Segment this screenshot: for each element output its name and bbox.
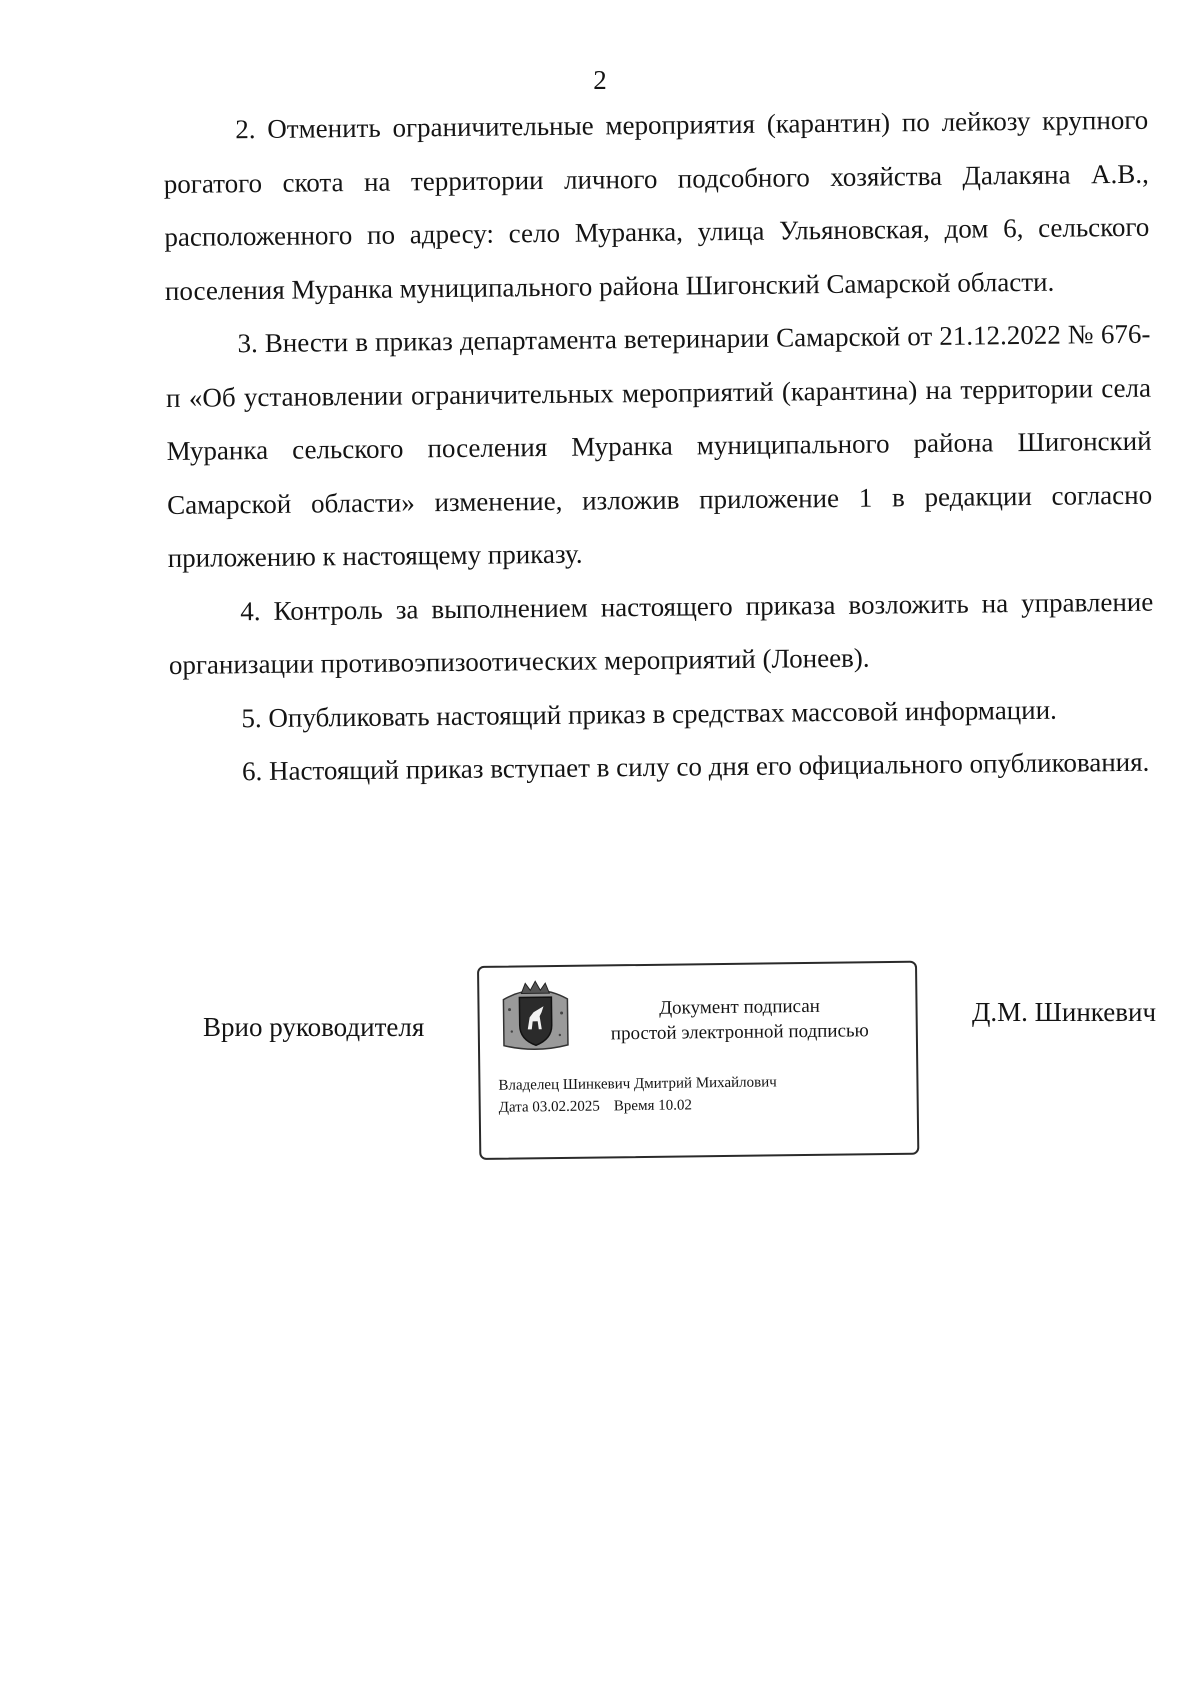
document-body (163, 94, 1155, 800)
paragraph-5: 5. Опубликовать настоящий приказ в средствах массовой информации. (241, 694, 1057, 733)
stamp-title-line-2: простой электронной подписью (610, 1020, 869, 1045)
stamp-owner: Владелец Шинкевич Дмитрий Михайлович (498, 1074, 777, 1094)
paragraph-6: 6. Настоящий приказ вступает в силу со дня его официального опубликования. (241, 746, 1150, 787)
stamp-date-time (499, 1095, 692, 1117)
stamp-title (579, 993, 900, 1047)
stamp-title-line-1: Документ подписан (659, 995, 821, 1019)
electronic-signature-stamp (477, 961, 919, 1160)
stamp-time: Время 10.02 (613, 1097, 693, 1115)
samara-coat-of-arms-icon (497, 979, 574, 1054)
page-number: 2 (593, 65, 607, 95)
stamp-date: Дата 03.02.2025 (498, 1098, 600, 1116)
paragraph-2: 2. Отменить ограничительные мероприятия (карантин) по лейкозу крупного рогатого скота на территории личного подсобного хозяйства Далакяна А.В., расположенного по адресу: село Муранка, улица Ульяновская, дом 6, сельского поселения Муранка муниципального района Шигонский Самарской области. (163, 104, 1150, 306)
signatory-role: Врио руководителя (203, 1012, 425, 1042)
paragraph-3: 3. Внести в приказ департамента ветеринарии Самарской от 21.12.2022 № 676-п «Об установлении ограничительных мероприятий (карантина) на территории села Муранка сельского поселения Муранка муниципального района Шигонский Самарской области» изменение, изложив приложение 1 в редакции согласно приложению к настоящему приказу. (165, 318, 1153, 573)
paragraph-4: 4. Контроль за выполнением настоящего приказа возложить на управление организации противоэпизоотических мероприятий (Лонеев). (168, 586, 1154, 680)
signatory-name: Д.М. Шинкевич (972, 997, 1157, 1027)
